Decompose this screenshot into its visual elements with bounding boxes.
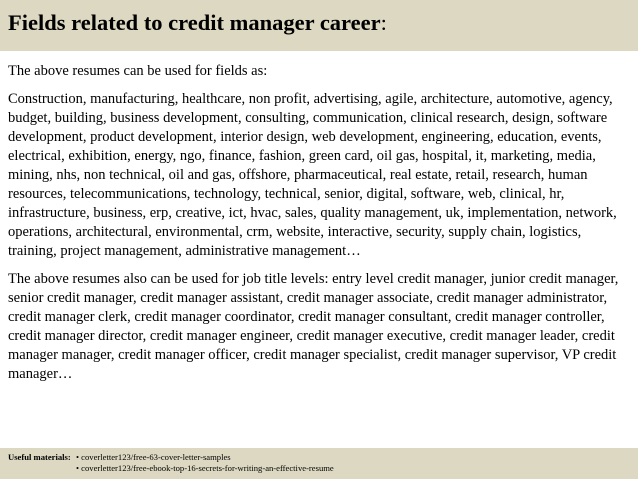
footer-label-text: Useful materials bbox=[8, 452, 68, 462]
title-banner bbox=[0, 0, 638, 51]
fields-paragraph: Construction, manufacturing, healthcare, non profit, advertising, agile, architecture, automotive, agency, budget, building, business development, consulting, communication, clinical research, design, software development, product development, interior design, web development, engineering, education, events, electrical, exhibition, energy, ngo, finance, fashion, green card, oil gas, hospital, it, marketing, media, mining, nhs, non technical, oil and gas, offshore, pharmaceutical, real estate, retail, research, human resources, telecommunications, technology, technical, senior, digital, software, web, clinical, hr, infrastructure, business, erp, creative, ict, hvac, sales, quality management, uk, implementation, network, operations, architectural, environmental, crm, website, interactive, security, supply chain, logistics, training, project management, administrative management… bbox=[8, 91, 617, 259]
page-title-text: Fields related to credit manager career bbox=[8, 10, 381, 35]
main-content bbox=[8, 62, 633, 384]
footer-link-resume-ebook[interactable]: • coverletter123/free-ebook-top-16-secrets-for-writing-an-effective-resume bbox=[76, 463, 334, 473]
page-title-colon: : bbox=[380, 10, 387, 35]
job-levels-paragraph: The above resumes also can be used for job title levels: entry level credit manager, junior credit manager, senior credit manager, credit manager assistant, credit manager associate, credit manager administrator, credit manager clerk, credit manager coordinator, credit manager consultant, credit manager controller, credit manager director, credit manager engineer, credit manager executive, credit manager leader, credit manager manager, credit manager officer, credit manager specialist, credit manager supervisor, VP credit manager… bbox=[8, 271, 619, 382]
footer-row-2 bbox=[8, 463, 638, 474]
footer-label-separator: : bbox=[67, 452, 71, 462]
intro-paragraph: The above resumes can be used for fields as: bbox=[8, 63, 268, 79]
footer-banner bbox=[0, 448, 638, 479]
page-title bbox=[8, 9, 638, 37]
footer-label bbox=[8, 452, 76, 463]
footer-row-1 bbox=[8, 452, 638, 463]
footer-link-cover-letter-samples[interactable]: • coverletter123/free-63-cover-letter-samples bbox=[76, 452, 231, 462]
